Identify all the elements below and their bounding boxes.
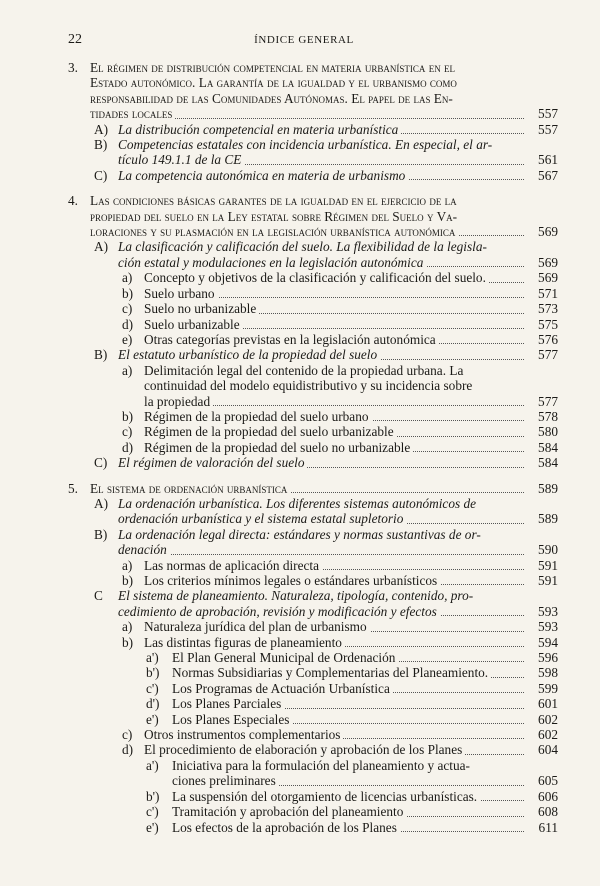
toc-entry-title: ciones preliminares: [172, 773, 279, 788]
toc-entry-number: B): [94, 526, 108, 542]
toc-entry[interactable]: [68, 742, 558, 757]
toc-entry[interactable]: [68, 60, 558, 122]
toc-page-number: 576: [534, 332, 558, 347]
toc-page-number: 605: [534, 773, 558, 788]
toc-entry[interactable]: [68, 481, 558, 496]
toc-entry[interactable]: [68, 820, 558, 835]
toc-entry-number: d'): [146, 696, 160, 712]
toc-entry[interactable]: [68, 696, 558, 711]
toc-entry-title: El sistema de ordenación urbanística: [90, 481, 290, 496]
toc-entry-title: ordenación urbanística y el sistema estatal supletorio: [118, 511, 406, 526]
toc-page-number: 589: [534, 511, 558, 526]
toc-entry-number: 4.: [68, 193, 78, 209]
toc-entry-title: Tramitación y aprobación del planeamiento: [172, 804, 406, 819]
toc-entry-number: c'): [146, 804, 159, 820]
toc-entry[interactable]: [68, 665, 558, 680]
toc-page-number: 606: [534, 789, 558, 804]
toc-page-number: 573: [534, 301, 558, 316]
toc-entry-number: c): [122, 424, 133, 440]
toc-entry-title: El régimen de valoración del suelo: [118, 455, 307, 470]
toc-entry-title: propiedad del suelo en la Ley estatal sobre Régimen del Suelo y Va-: [90, 208, 458, 224]
toc-entry-title: Estado autonómico. La garantía de la igualdad y el urbanismo como: [90, 75, 457, 91]
toc-entry[interactable]: [68, 712, 558, 727]
toc-entry-title: Los criterios mínimos legales o estándares urbanísticos: [144, 573, 440, 588]
toc-entry-number: a'): [146, 650, 159, 666]
toc-entry-title: La competencia autonómica en materia de urbanismo: [118, 168, 408, 183]
toc-entry-title: Iniciativa para la formulación del planeamiento y actua-: [172, 757, 470, 773]
toc-page-number: 571: [534, 286, 558, 301]
toc-entry-title: Otros instrumentos complementarios: [144, 727, 343, 742]
toc-entry-number: e'): [146, 711, 159, 727]
toc-entry[interactable]: [68, 168, 558, 183]
toc-page-number: 578: [534, 409, 558, 424]
toc-entry-title: Suelo urbanizable: [144, 317, 243, 332]
toc-entry[interactable]: [68, 137, 558, 168]
toc-entry[interactable]: [68, 650, 558, 665]
toc-entry-title: La ordenación urbanística. Los diferentes sistemas autonómicos de: [118, 495, 477, 511]
toc-entry[interactable]: [68, 286, 558, 301]
toc-page-number: 594: [534, 635, 558, 650]
toc-page-number: 567: [534, 168, 558, 183]
toc-entry-title: La distribución competencial en materia urbanística: [118, 122, 401, 137]
toc-page-number: 608: [534, 804, 558, 819]
toc-entry-number: d): [122, 742, 134, 758]
toc-entry-number: d): [122, 316, 134, 332]
toc-entry-title: Las distintas figuras de planeamiento: [144, 635, 345, 650]
toc-entry[interactable]: [68, 727, 558, 742]
toc-entry-title: Suelo urbano: [144, 286, 218, 301]
toc-entry-title: Régimen de la propiedad del suelo urbanizable: [144, 424, 397, 439]
toc-entry-number: C: [94, 588, 103, 604]
toc-page-number: 604: [534, 742, 558, 757]
toc-entry-title: Los efectos de la aprobación de los Planes: [172, 820, 400, 835]
toc-entry-title: tidades locales: [90, 106, 175, 121]
toc-entry[interactable]: [68, 619, 558, 634]
toc-entry[interactable]: [68, 573, 558, 588]
toc-entry[interactable]: [68, 363, 558, 409]
toc-entry-title: Suelo no urbanizable: [144, 301, 259, 316]
toc-entry-title: Competencias estatales con incidencia urbanística. En especial, el ar-: [118, 137, 493, 153]
toc-entry-number: b): [122, 573, 134, 588]
toc-entry-number: b'): [146, 665, 160, 681]
toc-page-number: 602: [534, 712, 558, 727]
toc-entry-number: C): [94, 455, 108, 471]
toc-page-number: 569: [534, 224, 558, 239]
toc-entry-title: ción estatal y modulaciones en la legislación autonómica: [118, 255, 426, 270]
toc-page-number: 569: [534, 270, 558, 285]
toc-entry[interactable]: [68, 122, 558, 137]
toc-entry[interactable]: [68, 681, 558, 696]
toc-entry-number: c): [122, 301, 133, 317]
toc-entry[interactable]: [68, 789, 558, 804]
toc-entry-title: Normas Subsidiarias y Complementarias del Planeamiento.: [172, 665, 491, 680]
toc-entry[interactable]: [68, 496, 558, 527]
toc-entry[interactable]: [68, 758, 558, 789]
toc-entry[interactable]: [68, 270, 558, 285]
toc-entry-title: Régimen de la propiedad del suelo no urbanizable: [144, 440, 413, 455]
toc-entry-number: c'): [146, 680, 159, 696]
toc-page-number: 602: [534, 727, 558, 742]
toc-entry[interactable]: [68, 347, 558, 362]
toc-page-number: 557: [534, 106, 558, 121]
toc-entry-number: a): [122, 362, 133, 378]
toc-entry-title: continuidad del modelo equidistributivo y su incidencia sobre: [144, 378, 473, 394]
toc-entry[interactable]: [68, 440, 558, 455]
toc-entry-title: La suspensión del otorgamiento de licencias urbanísticas.: [172, 789, 480, 804]
toc-entry-number: b): [122, 285, 134, 301]
toc-entry-title: responsabilidad de las Comunidades Autónomas. El papel de las En-: [90, 90, 453, 106]
toc-entry-number: A): [94, 239, 109, 255]
toc-entry-title: loraciones y su plasmación en la legislación urbanística autonómica: [90, 224, 458, 239]
toc-entry-number: d): [122, 439, 134, 455]
toc-entry-number: 5.: [68, 480, 78, 496]
toc-entry[interactable]: [68, 558, 558, 573]
toc-page-number: 611: [535, 820, 558, 835]
table-of-contents: [68, 60, 558, 835]
toc-entry-number: e): [122, 331, 133, 347]
toc-entry-title: Las normas de aplicación directa: [144, 558, 322, 573]
toc-entry-title: cedimiento de aprobación, revisión y modificación y efectos: [118, 604, 440, 619]
toc-page-number: 569: [534, 255, 558, 270]
toc-entry-title: El estatuto urbanístico de la propiedad del suelo: [118, 347, 380, 362]
toc-entry-number: A): [94, 495, 109, 511]
toc-entry-title: Los Planes Especiales: [172, 712, 292, 727]
toc-entry-number: B): [94, 347, 108, 363]
toc-entry-number: A): [94, 121, 109, 137]
toc-entry[interactable]: [68, 455, 558, 470]
toc-entry-number: b): [122, 634, 134, 650]
toc-entry[interactable]: [68, 193, 558, 239]
toc-entry-title: La clasificación y calificación del suelo. La flexibilidad de la legisla-: [118, 239, 487, 255]
toc-page-number: 593: [534, 619, 558, 634]
toc-entry-title: Los Planes Parciales: [172, 696, 284, 711]
toc-entry[interactable]: [68, 239, 558, 270]
toc-page-number: 596: [534, 650, 558, 665]
toc-entry[interactable]: [68, 317, 558, 332]
toc-page-number: 591: [534, 573, 558, 588]
toc-entry-title: Delimitación legal del contenido de la propiedad urbana. La: [144, 362, 464, 378]
toc-page-number: 591: [534, 558, 558, 573]
toc-entry[interactable]: [68, 588, 558, 619]
toc-entry-title: Otras categorías previstas en la legislación autonómica: [144, 332, 439, 347]
toc-entry[interactable]: [68, 301, 558, 316]
toc-entry[interactable]: [68, 332, 558, 347]
toc-entry-title: tículo 149.1.1 de la CE: [118, 152, 244, 167]
toc-entry-title: La ordenación legal directa: estándares y normas sustantivas de or-: [118, 526, 481, 542]
toc-page-number: 590: [534, 542, 558, 557]
toc-entry-title: denación: [118, 542, 170, 557]
toc-entry-title: Los Programas de Actuación Urbanística: [172, 681, 393, 696]
toc-page-number: 561: [534, 152, 558, 167]
toc-entry-title: la propiedad: [144, 394, 213, 409]
page-header: [68, 32, 540, 48]
toc-page-number: 577: [534, 394, 558, 409]
toc-entry-number: a'): [146, 757, 159, 773]
toc-entry-number: C): [94, 167, 108, 183]
toc-entry-title: Concepto y objetivos de la clasificación y calificación del suelo.: [144, 270, 489, 285]
toc-page-number: 598: [534, 665, 558, 680]
toc-entry-number: b): [122, 408, 134, 424]
toc-entry[interactable]: [68, 424, 558, 439]
toc-entry-number: e'): [146, 819, 159, 835]
toc-entry-number: a): [122, 619, 133, 635]
toc-page-number: 589: [534, 481, 558, 496]
toc-entry[interactable]: [68, 804, 558, 819]
toc-page-number: 580: [534, 424, 558, 439]
toc-entry-title: El procedimiento de elaboración y aprobación de los Planes: [144, 742, 465, 757]
toc-entry-title: El Plan General Municipal de Ordenación: [172, 650, 398, 665]
toc-page-number: 575: [534, 317, 558, 332]
toc-entry[interactable]: [68, 527, 558, 558]
toc-entry-title: Naturaleza jurídica del plan de urbanismo: [144, 619, 370, 634]
toc-page-number: 577: [534, 347, 558, 362]
toc-entry-number: 3.: [68, 60, 78, 75]
toc-entry[interactable]: [68, 409, 558, 424]
toc-entry-number: c): [122, 727, 133, 743]
toc-entry-number: a): [122, 270, 133, 286]
toc-entry-title: El sistema de planeamiento. Naturaleza, tipología, contenido, pro-: [118, 588, 474, 604]
toc-entry-number: b'): [146, 788, 160, 804]
toc-entry-title: Las condiciones básicas garantes de la igualdad en el ejercicio de la: [90, 193, 457, 209]
toc-entry-number: B): [94, 137, 108, 153]
toc-entry-number: a): [122, 557, 133, 573]
toc-entry-title: El régimen de distribución competencial en materia urbanística en el: [90, 60, 456, 75]
toc-page-number: 601: [534, 696, 558, 711]
toc-entry-title: Régimen de la propiedad del suelo urbano: [144, 409, 372, 424]
toc-page-number: 593: [534, 604, 558, 619]
toc-entry[interactable]: [68, 635, 558, 650]
running-title: ÍNDICE GENERAL: [254, 34, 354, 46]
toc-page-number: 599: [534, 681, 558, 696]
toc-page-number: 557: [534, 122, 558, 137]
page-number: 22: [68, 32, 82, 47]
toc-page-number: 584: [534, 440, 558, 455]
toc-page-number: 584: [534, 455, 558, 470]
